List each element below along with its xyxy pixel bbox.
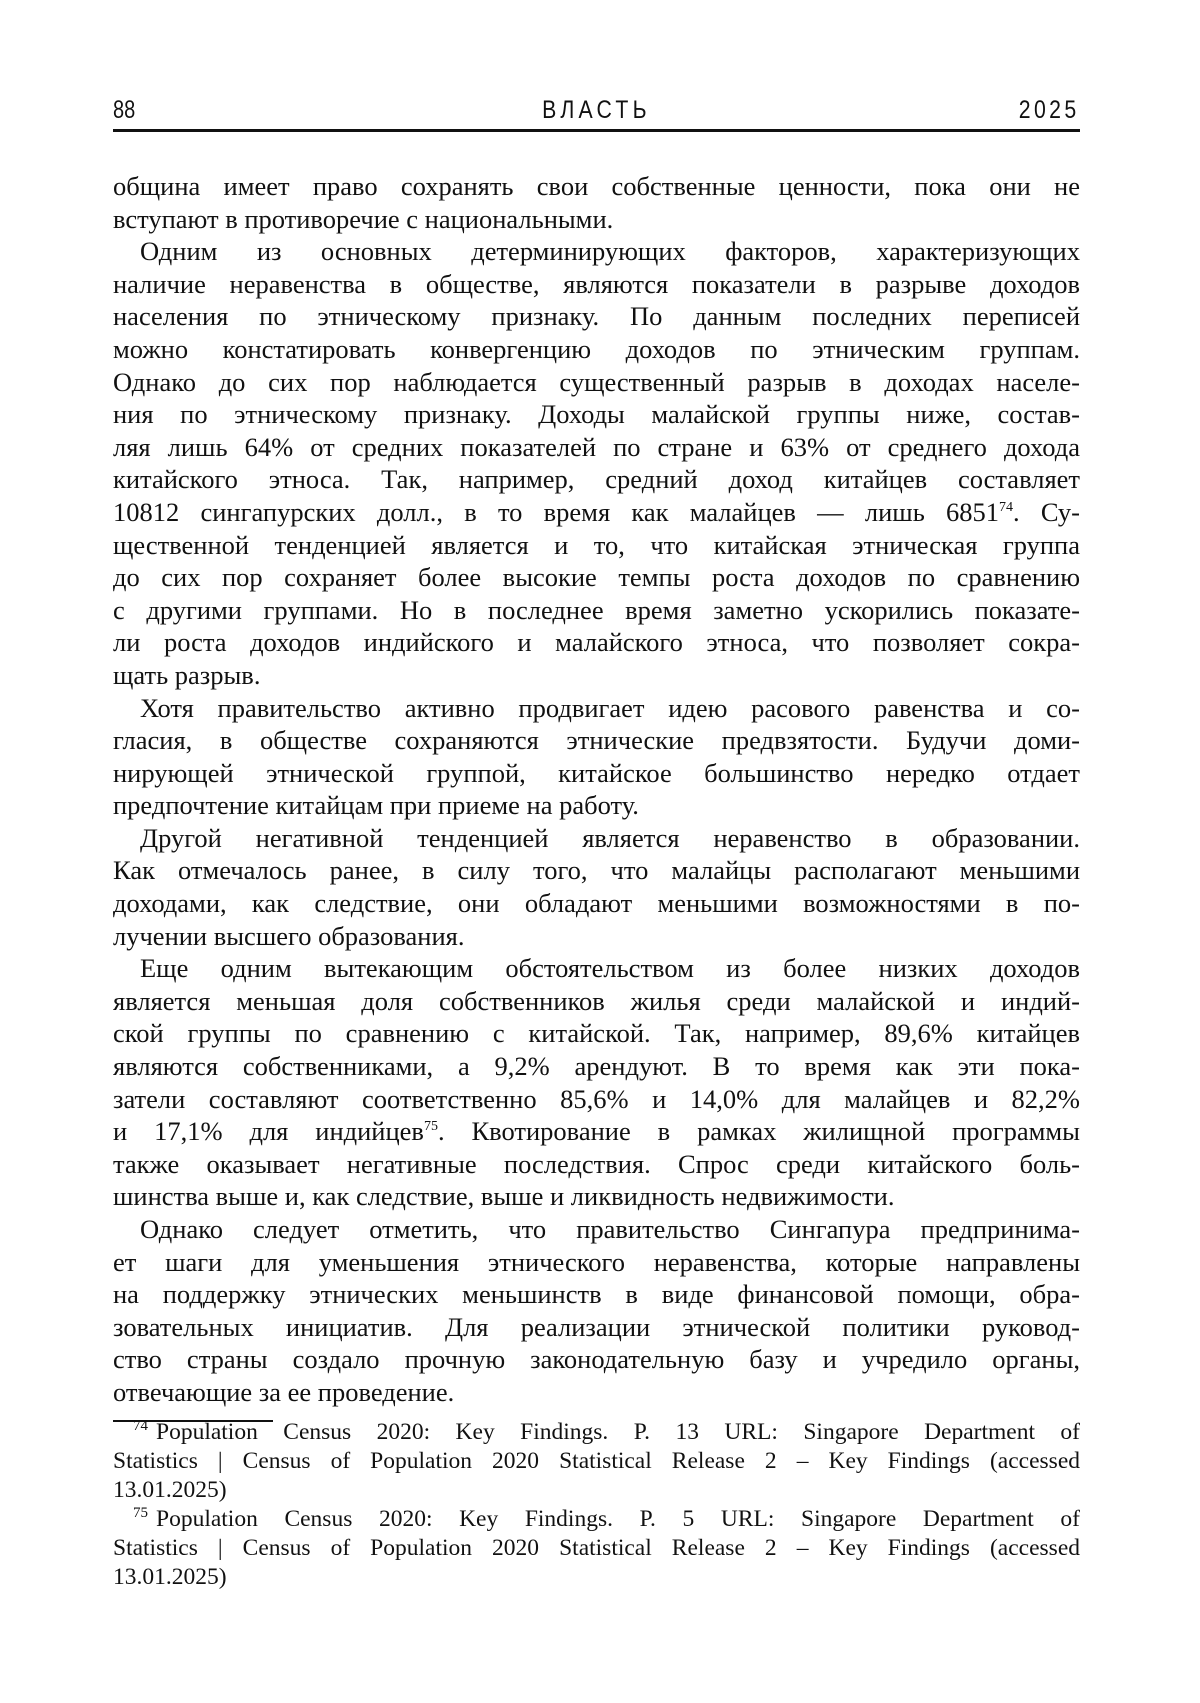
text-line: на поддержку этнических меньшинств в виде финансовой помощи, обра- bbox=[113, 1278, 1080, 1311]
text-line: Другой негативной тенденцией является неравенство в образовании. bbox=[113, 822, 1080, 855]
text-line: ет шаги для уменьшения этнического неравенства, которые направлены bbox=[113, 1246, 1080, 1279]
footnote-text: Statistics | Census of Population 2020 Statistical Release 2 – Key Findings (accessed bbox=[113, 1535, 1080, 1561]
text-line: нирующей этнической группой, китайское большинство нередко отдает bbox=[113, 757, 1080, 790]
text-line: наличие неравенства в обществе, являются показатели в разрыве доходов bbox=[113, 268, 1080, 301]
paragraph bbox=[113, 822, 1080, 952]
footnote-ref: 74 bbox=[999, 500, 1013, 515]
paragraph bbox=[113, 235, 1080, 691]
text-line: Однако следует отметить, что правительство Сингапура предпринима- bbox=[113, 1213, 1080, 1246]
text-line: с другими группами. Но в последнее время заметно ускорились показате- bbox=[113, 594, 1080, 627]
footnote-text: Population Census 2020: Key Findings. P. 13 URL: Singapore Department of bbox=[156, 1419, 1080, 1445]
footnote-number: 74 bbox=[133, 1418, 148, 1434]
running-header bbox=[113, 96, 1080, 128]
text-line: предпочтение китайцам при приеме на работу. bbox=[113, 789, 1080, 822]
line-text: и 17,1% для индийцев bbox=[113, 1116, 424, 1146]
footnote-text: Population Census 2020: Key Findings. P. 5 URL: Singapore Department of bbox=[156, 1506, 1080, 1532]
footnote-line bbox=[113, 1505, 1080, 1534]
footnote-text: 13.01.2025) bbox=[113, 1564, 227, 1590]
text-line: щественной тенденцией является и то, что китайская этническая группа bbox=[113, 529, 1080, 562]
footnote-line bbox=[113, 1476, 1080, 1505]
text-line: китайского этноса. Так, например, средний доход китайцев составляет bbox=[113, 463, 1080, 496]
footnote-line bbox=[113, 1534, 1080, 1563]
text-line: можно констатировать конвергенцию доходов по этническим группам. bbox=[113, 333, 1080, 366]
footnote-line bbox=[113, 1418, 1080, 1447]
text-line: щать разрыв. bbox=[113, 659, 1080, 692]
text-line bbox=[113, 496, 1080, 529]
journal-title: ВЛАСТЬ bbox=[186, 96, 1008, 125]
line-text: 10812 сингапурских долл., в то время как малайцев — лишь 6851 bbox=[113, 497, 999, 527]
page-number: 88 bbox=[113, 96, 135, 125]
line-text: . Су- bbox=[1013, 497, 1080, 527]
footnote-line bbox=[113, 1447, 1080, 1476]
text-line: Однако до сих пор наблюдается существенный разрыв в доходах населе- bbox=[113, 366, 1080, 399]
text-line bbox=[113, 1115, 1080, 1148]
text-line: ской группы по сравнению с китайской. Так, например, 89,6% китайцев bbox=[113, 1017, 1080, 1050]
text-line: вступают в противоречие с национальными. bbox=[113, 203, 1080, 236]
paragraph bbox=[113, 952, 1080, 1213]
paragraph bbox=[113, 692, 1080, 822]
text-line: Как отмечалось ранее, в силу того, что малайцы располагают меньшими bbox=[113, 854, 1080, 887]
text-line: ли роста доходов индийского и малайского этноса, что позволяет сокра- bbox=[113, 626, 1080, 659]
footnote-line bbox=[113, 1563, 1080, 1592]
footnote bbox=[113, 1505, 1080, 1592]
paragraph bbox=[113, 1213, 1080, 1409]
footnote-text: 13.01.2025) bbox=[113, 1477, 227, 1503]
text-line: гласия, в обществе сохраняются этнические предвзятости. Будучи доми- bbox=[113, 724, 1080, 757]
paragraph bbox=[113, 170, 1080, 235]
footnote-text: Statistics | Census of Population 2020 Statistical Release 2 – Key Findings (accessed bbox=[113, 1448, 1080, 1474]
journal-year: 2025 bbox=[1019, 96, 1080, 125]
line-text: . Квотирование в рамках жилищной программы bbox=[438, 1116, 1080, 1146]
text-line: Еще одним вытекающим обстоятельством из более низких доходов bbox=[113, 952, 1080, 985]
text-line: являются собственниками, а 9,2% арендуют. В то время как эти пока- bbox=[113, 1050, 1080, 1083]
footnote-number: 75 bbox=[133, 1505, 148, 1521]
text-line: лучении высшего образования. bbox=[113, 920, 1080, 953]
text-line: ляя лишь 64% от средних показателей по стране и 63% от среднего дохода bbox=[113, 431, 1080, 464]
text-line: населения по этническому признаку. По данным последних переписей bbox=[113, 300, 1080, 333]
text-line: также оказывает негативные последствия. Спрос среди китайского боль- bbox=[113, 1148, 1080, 1181]
text-line: до сих пор сохраняет более высокие темпы роста доходов по сравнению bbox=[113, 561, 1080, 594]
footnotes bbox=[113, 1418, 1080, 1592]
text-line: Хотя правительство активно продвигает идею расового равенства и со- bbox=[113, 692, 1080, 725]
text-line: затели составляют соответственно 85,6% и 14,0% для малайцев и 82,2% bbox=[113, 1083, 1080, 1116]
text-line: ния по этническому признаку. Доходы малайской группы ниже, состав- bbox=[113, 398, 1080, 431]
text-line: община имеет право сохранять свои собственные ценности, пока они не bbox=[113, 170, 1080, 203]
text-line: зовательных инициатив. Для реализации этнической политики руковод- bbox=[113, 1311, 1080, 1344]
footnote-ref: 75 bbox=[424, 1119, 438, 1134]
body-text bbox=[113, 170, 1080, 1409]
text-line: доходами, как следствие, они обладают меньшими возможностями в по- bbox=[113, 887, 1080, 920]
text-line: является меньшая доля собственников жилья среди малайской и индий- bbox=[113, 985, 1080, 1018]
text-line: отвечающие за ее проведение. bbox=[113, 1376, 1080, 1409]
footnote bbox=[113, 1418, 1080, 1505]
text-line: ство страны создало прочную законодательную базу и учредило органы, bbox=[113, 1343, 1080, 1376]
text-line: Одним из основных детерминирующих факторов, характеризующих bbox=[113, 235, 1080, 268]
text-line: шинства выше и, как следствие, выше и ликвидность недвижимости. bbox=[113, 1180, 1080, 1213]
header-rule bbox=[113, 129, 1080, 132]
